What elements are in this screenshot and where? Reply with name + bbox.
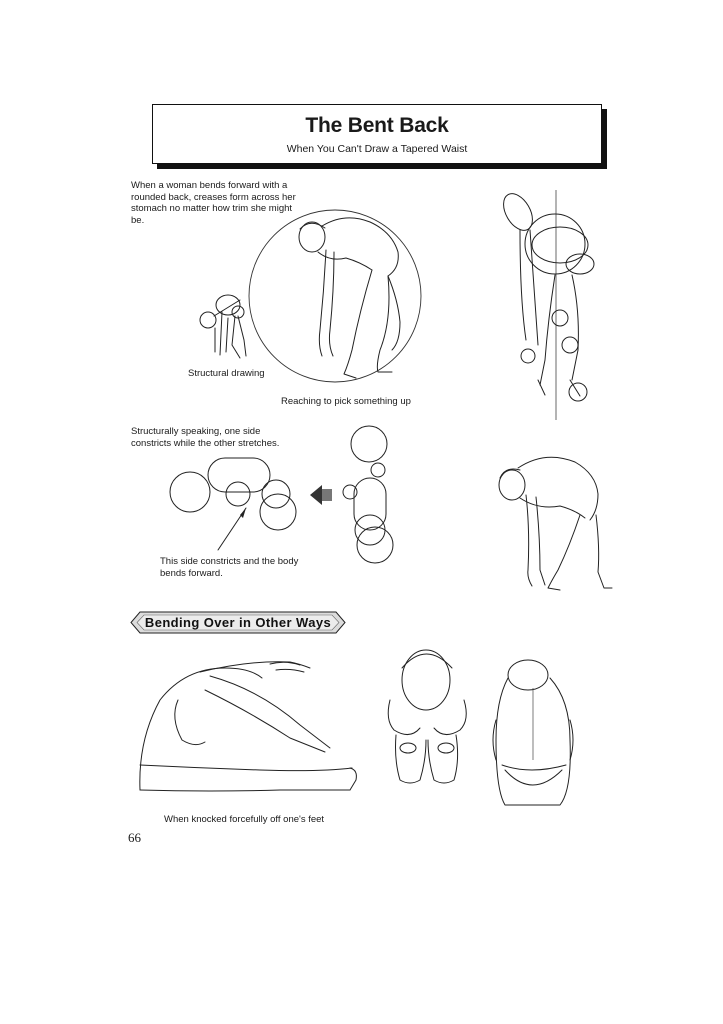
knocked-caption: When knocked forcefully off one's feet: [164, 814, 325, 825]
structural-caption: Structural drawing: [188, 368, 265, 379]
structure-note: Structurally speaking, one side constricts while the other stretches.: [131, 426, 280, 449]
section-banner: [130, 611, 346, 634]
reaching-caption: Reaching to pick something up: [281, 396, 411, 407]
page-subtitle: When You Can't Draw a Tapered Waist: [286, 143, 468, 155]
constrict-note: This side constricts and the body bends forward.: [160, 556, 299, 579]
page-title: The Bent Back: [305, 114, 449, 137]
intro-text: When a woman bends forward with a rounded back, creases form across her stomach no matter how trim she might be.: [131, 180, 296, 226]
title-box: [152, 104, 602, 164]
page-number: 66: [128, 830, 141, 845]
section-label: Bending Over in Other Ways: [144, 615, 332, 630]
